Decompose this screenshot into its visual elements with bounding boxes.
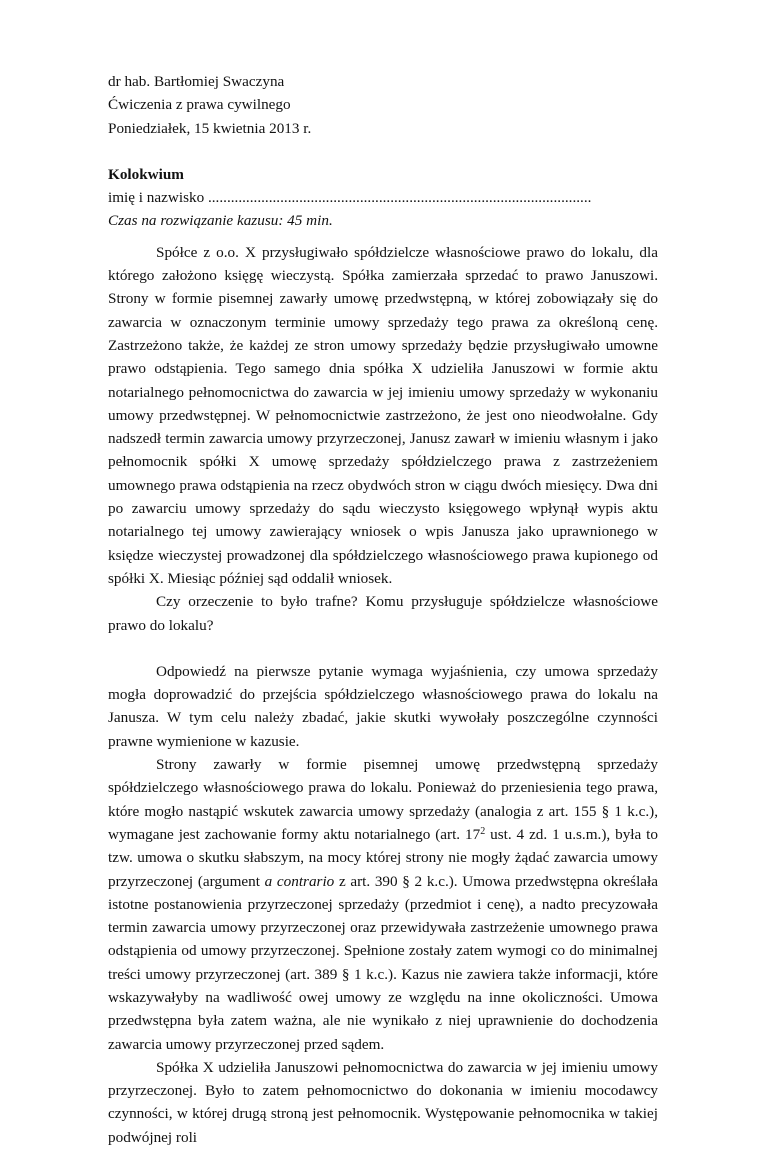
superscript-article-number: 2 [480,825,486,837]
answer-paragraph-2 [108,753,658,1056]
name-field: imię i nazwisko ..................................................................................................... [108,189,592,207]
answer-paragraph-2-part-b: ust. 4 zd. 1 u.s.m.), była to tzw. umowa o skutku słabszym, na mocy której strony nie mogły żądać zawarcia umowy przyrzeczonej (argument [108,825,658,890]
date-line: Poniedziałek, 15 kwietnia 2013 r. [108,119,312,137]
document-content [108,70,658,1149]
answer-paragraph-2-part-c: z art. 390 § 2 k.c.). Umowa przedwstępna określała istotne postanowienia przyrzeczonej sprzedaży (przedmiot i cenę), a nadto precyzowała termin zawarcia umowy przyrzeczonej oraz przewidywała zastrzeżenie umownego prawa odstąpienia od umowy przyrzeczonej. Spełnione zostały zatem wymogi co do minimalnej treści umowy przyrzeczonej (art. 389 § 1 k.c.). Kazus nie zawiera także informacji, które wskazywałyby na wadliwość owej umowy ze względu na inne okoliczności. Umowa przedwstępna była zatem ważna, ale nie wynikało z niej uprawnienie do dochodzenia zawarcia umowy przyrzeczonej przed sądem. [108,872,658,1053]
case-paragraph: Spółce z o.o. X przysługiwało spółdzielcze własnościowe prawo do lokalu, dla którego założono księgę wieczystą. Spółka zamierzała sprzedać to prawo Januszowi. Strony w formie pisemnej zawarły umowę przedwstępną, w której zobowiązały się do zawarcia w oznaczonym terminie umowy sprzedaży tego prawa za określoną cenę. Zastrzeżono także, że każdej ze stron umowy sprzedaży będzie przysługiwało umowne prawo odstąpienia. Tego samego dnia spółka X udzieliła Januszowi w formie aktu notarialnego pełnomocnictwa do zawarcia w jej imieniu umowy sprzedaży w wykonaniu umowy przedwstępnej. W pełnomocnictwie zastrzeżono, że jest ono nieodwołalne. Gdy nadszedł termin zawarcia umowy przyrzeczonej, Janusz zawarł w imieniu własnym i jako pełnomocnik spółki X umowę sprzedaży spółdzielczego prawa z zastrzeżeniem umownego prawa odstąpienia na rzecz obydwóch stron w ciągu dwóch miesięcy. Dwa dni po zawarciu umowy sprzedaży do sądu wieczysto księgowego wpłynął wypis aktu notarialnego tej umowy zawierający wniosek o wpis Janusza jako uprawnionego w księdze wieczystej prowadzonej dla spółdzielczego własnościowego prawa kupionego od spółki X. Miesiąc później sąd oddalił wniosek. [108,243,658,587]
exam-info [108,163,658,233]
answer-paragraph-2-part-a: Strony zawarły w formie pisemnej umowę przedwstępną sprzedaży spółdzielczego własnościowego prawa do lokalu. Ponieważ do przeniesienia tego prawa, które mogło nastąpić wskutek zawarcia umowy sprzedaży (analogia z art. 155 § 1 k.c.), wymagane jest zachowanie formy aktu notarialnego (art. 17 [108,756,658,843]
latin-term: a contrario [264,872,335,890]
exam-title: Kolokwium [108,165,184,183]
answer-paragraph-3: Spółka X udzieliła Januszowi pełnomocnictwa do zawarcia w jej imieniu umowy przyrzeczonej. Było to zatem pełnomocnictwo do dokonania w imieniu mocodawcy czynności, w której drugą stroną jest pełnomocnik. Występowanie pełnomocnika w takiej podwójnej roli [108,1058,658,1146]
case-question: Czy orzeczenie to było trafne? Komu przysługuje spółdzielcze własnościowe prawo do lokalu? [108,593,658,634]
time-limit: Czas na rozwiązanie kazusu: 45 min. [108,212,333,230]
answer-paragraph-1: Odpowiedź na pierwsze pytanie wymaga wyjaśnienia, czy umowa sprzedaży mogła doprowadzić do przejścia spółdzielczego własnościowego prawa do lokalu na Janusza. W tym celu należy zbadać, jakie skutki wywołały poszczególne czynności prawne wymienione w kazusie. [108,662,658,750]
course-line: Ćwiczenia z prawa cywilnego [108,96,291,114]
author-line: dr hab. Bartłomiej Swaczyna [108,73,285,90]
document-header [108,70,658,140]
